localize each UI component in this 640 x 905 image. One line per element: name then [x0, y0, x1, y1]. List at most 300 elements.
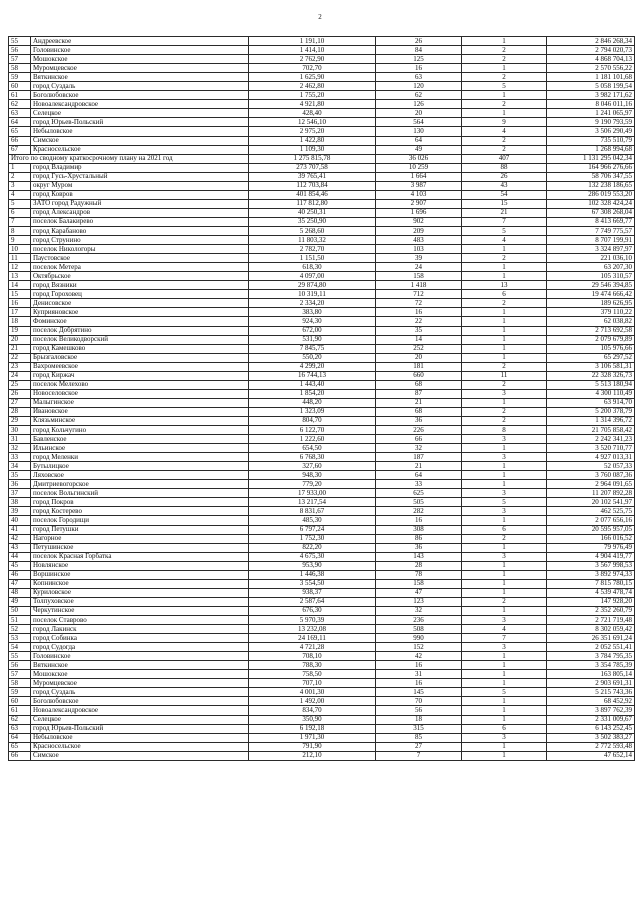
municipality-name: Боголюбовское	[31, 697, 249, 706]
row-number: 5	[9, 199, 31, 208]
area-value: 11 803,32	[249, 236, 376, 245]
houses-count: 1	[462, 697, 547, 706]
residents-count: 21	[376, 398, 462, 407]
municipality-name: Брызгаловское	[31, 353, 249, 362]
residents-count: 16	[376, 679, 462, 688]
table-row	[9, 172, 635, 181]
table-row	[9, 652, 635, 661]
table-row	[9, 326, 635, 335]
cost-value: 8 302 059,42	[547, 625, 635, 634]
table-row	[9, 181, 635, 190]
area-value: 1 752,30	[249, 534, 376, 543]
residents-count: 1 696	[376, 208, 462, 217]
cost-value: 3 106 581,31	[547, 362, 635, 371]
residents-count: 32	[376, 606, 462, 615]
table-row	[9, 100, 635, 109]
municipality-name: город Камешково	[31, 344, 249, 353]
page-number: 2	[318, 13, 322, 21]
residents-count: 308	[376, 525, 462, 534]
area-value: 1 222,60	[249, 435, 376, 444]
row-number: 34	[9, 462, 31, 471]
area-value: 1 151,50	[249, 254, 376, 263]
cost-value: 68 452,92	[547, 697, 635, 706]
residents-count: 64	[376, 136, 462, 145]
area-value: 758,50	[249, 670, 376, 679]
area-value: 7 845,75	[249, 344, 376, 353]
area-value: 350,90	[249, 715, 376, 724]
area-value: 4 299,20	[249, 362, 376, 371]
area-value: 39 765,41	[249, 172, 376, 181]
houses-count: 1	[462, 344, 547, 353]
table-row	[9, 109, 635, 118]
municipality-name: Денисовское	[31, 299, 249, 308]
municipality-name: Головинское	[31, 46, 249, 55]
residents-count: 236	[376, 616, 462, 625]
area-value: 1 971,30	[249, 733, 376, 742]
residents-count: 49	[376, 145, 462, 154]
table-section-after-total	[9, 163, 635, 760]
residents-count: 18	[376, 715, 462, 724]
table-row	[9, 679, 635, 688]
cost-value: 2 331 009,67	[547, 715, 635, 724]
table-row	[9, 661, 635, 670]
houses-count: 3	[462, 616, 547, 625]
municipality-name: Новлянское	[31, 561, 249, 570]
cost-value: 6 143 252,45	[547, 724, 635, 733]
municipality-name: город Карабаново	[31, 226, 249, 235]
area-value: 6 797,24	[249, 525, 376, 534]
municipality-name: Копнинское	[31, 579, 249, 588]
area-value: 1 492,00	[249, 697, 376, 706]
municipality-name: Воршинское	[31, 570, 249, 579]
row-number: 24	[9, 371, 31, 380]
municipality-name: Черкутинское	[31, 606, 249, 615]
municipality-name: Новоалександровское	[31, 706, 249, 715]
houses-count: 1	[462, 308, 547, 317]
cost-value: 3 982 171,62	[547, 91, 635, 100]
area-value: 448,20	[249, 398, 376, 407]
row-number: 6	[9, 208, 31, 217]
municipality-name: Новоселовское	[31, 389, 249, 398]
municipality-name: Ивановское	[31, 407, 249, 416]
area-value: 953,90	[249, 561, 376, 570]
area-value: 1 422,80	[249, 136, 376, 145]
table-row	[9, 579, 635, 588]
row-number: 12	[9, 263, 31, 272]
houses-count: 1	[462, 715, 547, 724]
cost-value: 65 297,52	[547, 353, 635, 362]
row-number: 64	[9, 733, 31, 742]
row-number: 45	[9, 561, 31, 570]
cost-value: 8 413 669,77	[547, 217, 635, 226]
houses-count: 21	[462, 208, 547, 217]
row-number: 48	[9, 588, 31, 597]
houses-count: 1	[462, 245, 547, 254]
row-number: 65	[9, 127, 31, 136]
residents-count: 16	[376, 308, 462, 317]
municipality-name: Красносельское	[31, 145, 249, 154]
area-value: 1 854,20	[249, 389, 376, 398]
houses-count: 2	[462, 145, 547, 154]
residents-count: 143	[376, 552, 462, 561]
residents-count: 86	[376, 534, 462, 543]
area-value: 676,30	[249, 606, 376, 615]
houses-count: 26	[462, 172, 547, 181]
houses-count: 3	[462, 643, 547, 652]
residents-count: 72	[376, 299, 462, 308]
cost-value: 5 200 378,79	[547, 407, 635, 416]
row-number: 42	[9, 534, 31, 543]
residents-count: 84	[376, 46, 462, 55]
houses-count: 4	[462, 236, 547, 245]
table-row	[9, 290, 635, 299]
cost-value: 2 846 268,34	[547, 37, 635, 46]
cost-value: 29 546 394,85	[547, 281, 635, 290]
residents-count: 20	[376, 353, 462, 362]
table-row	[9, 118, 635, 127]
houses-count: 6	[462, 525, 547, 534]
municipality-name: поселок Никологоры	[31, 245, 249, 254]
municipality-name: Мошокское	[31, 55, 249, 64]
area-value: 6 768,30	[249, 453, 376, 462]
area-value: 273 707,58	[249, 163, 376, 172]
table-row	[9, 733, 635, 742]
cost-value: 1 314 396,72	[547, 416, 635, 425]
houses-count: 15	[462, 199, 547, 208]
residents-count: 158	[376, 579, 462, 588]
area-value: 702,70	[249, 64, 376, 73]
area-value: 707,10	[249, 679, 376, 688]
area-value: 788,30	[249, 661, 376, 670]
table-row	[9, 236, 635, 245]
houses-count: 1	[462, 661, 547, 670]
residents-count: 226	[376, 426, 462, 435]
residents-count: 39	[376, 254, 462, 263]
houses-count: 5	[462, 82, 547, 91]
housing-repair-plan-table	[8, 36, 635, 761]
table-row	[9, 498, 635, 507]
houses-count: 6	[462, 724, 547, 733]
cost-value: 3 892 974,33	[547, 570, 635, 579]
municipality-name: город Вязники	[31, 281, 249, 290]
table-row	[9, 444, 635, 453]
table-row	[9, 534, 635, 543]
area-value: 428,40	[249, 109, 376, 118]
houses-count: 1	[462, 561, 547, 570]
cost-value: 5 058 199,54	[547, 82, 635, 91]
table-row	[9, 136, 635, 145]
area-value: 550,20	[249, 353, 376, 362]
cost-value: 735 510,79	[547, 136, 635, 145]
area-value: 2 334,20	[249, 299, 376, 308]
row-number: 29	[9, 416, 31, 425]
row-number: 20	[9, 335, 31, 344]
cost-value: 63 914,70	[547, 398, 635, 407]
residents-count: 47	[376, 588, 462, 597]
row-number: 63	[9, 109, 31, 118]
houses-count: 2	[462, 362, 547, 371]
residents-count: 64	[376, 471, 462, 480]
table-row	[9, 37, 635, 46]
row-number: 56	[9, 46, 31, 55]
municipality-name: город Суздаль	[31, 82, 249, 91]
residents-count: 36	[376, 543, 462, 552]
row-number: 21	[9, 344, 31, 353]
municipality-name: Бутылицкое	[31, 462, 249, 471]
municipality-name: поселок Великодворский	[31, 335, 249, 344]
table-row	[9, 199, 635, 208]
cost-value: 2 772 593,48	[547, 742, 635, 751]
area-value: 40 250,31	[249, 208, 376, 217]
municipality-name: Малыгинское	[31, 398, 249, 407]
municipality-name: Куриловское	[31, 588, 249, 597]
table-section-total	[9, 154, 635, 163]
houses-count: 2	[462, 407, 547, 416]
table-row	[9, 489, 635, 498]
area-value: 531,90	[249, 335, 376, 344]
row-number: 13	[9, 272, 31, 281]
houses-count: 1	[462, 670, 547, 679]
row-number: 57	[9, 670, 31, 679]
table-row	[9, 525, 635, 534]
municipality-name: поселок Добрятино	[31, 326, 249, 335]
cost-value: 163 805,14	[547, 670, 635, 679]
houses-count: 1	[462, 588, 547, 597]
residents-count: 70	[376, 697, 462, 706]
cost-value: 8 707 199,91	[547, 236, 635, 245]
residents-count: 42	[376, 652, 462, 661]
municipality-name: Ляховское	[31, 471, 249, 480]
area-value: 6 192,18	[249, 724, 376, 733]
cost-value: 3 354 785,39	[547, 661, 635, 670]
residents-count: 315	[376, 724, 462, 733]
residents-count: 505	[376, 498, 462, 507]
table-row	[9, 407, 635, 416]
residents-count: 990	[376, 634, 462, 643]
houses-count: 2	[462, 380, 547, 389]
municipality-name: округ Муром	[31, 181, 249, 190]
area-value: 708,10	[249, 652, 376, 661]
total-residents: 36 026	[376, 154, 462, 163]
cost-value: 1 241 065,97	[547, 109, 635, 118]
total-area: 1 275 815,78	[249, 154, 376, 163]
cost-value: 2 794 020,73	[547, 46, 635, 55]
table-row	[9, 670, 635, 679]
residents-count: 145	[376, 688, 462, 697]
area-value: 791,90	[249, 742, 376, 751]
houses-count: 7	[462, 634, 547, 643]
municipality-name: Небыловское	[31, 733, 249, 742]
cost-value: 2 079 679,89	[547, 335, 635, 344]
cost-value: 4 904 419,77	[547, 552, 635, 561]
municipality-name: город Юрьев-Польский	[31, 118, 249, 127]
residents-count: 35	[376, 326, 462, 335]
table-row	[9, 272, 635, 281]
residents-count: 32	[376, 444, 462, 453]
row-number: 4	[9, 190, 31, 199]
table-row	[9, 335, 635, 344]
residents-count: 123	[376, 597, 462, 606]
table-row	[9, 245, 635, 254]
residents-count: 120	[376, 82, 462, 91]
municipality-name: город Судогда	[31, 643, 249, 652]
residents-count: 66	[376, 435, 462, 444]
municipality-name: Симское	[31, 136, 249, 145]
row-number: 28	[9, 407, 31, 416]
cost-value: 47 652,14	[547, 751, 635, 760]
houses-count: 6	[462, 290, 547, 299]
area-value: 2 762,90	[249, 55, 376, 64]
houses-count: 1	[462, 335, 547, 344]
residents-count: 103	[376, 245, 462, 254]
table-row	[9, 73, 635, 82]
area-value: 2 587,64	[249, 597, 376, 606]
row-number: 23	[9, 362, 31, 371]
table-row	[9, 426, 635, 435]
municipality-name: город Меленки	[31, 453, 249, 462]
municipality-name: поселок Балакирево	[31, 217, 249, 226]
houses-count: 3	[462, 733, 547, 742]
area-value: 4 921,80	[249, 100, 376, 109]
cost-value: 164 966 276,66	[547, 163, 635, 172]
municipality-name: ЗАТО город Радужный	[31, 199, 249, 208]
table-section-before-total	[9, 37, 635, 155]
table-row	[9, 208, 635, 217]
houses-count: 1	[462, 326, 547, 335]
area-value: 4 721,28	[249, 643, 376, 652]
residents-count: 209	[376, 226, 462, 235]
houses-count: 2	[462, 597, 547, 606]
area-value: 13 232,08	[249, 625, 376, 634]
houses-count: 1	[462, 353, 547, 362]
area-value: 948,30	[249, 471, 376, 480]
residents-count: 22	[376, 317, 462, 326]
table-row	[9, 634, 635, 643]
row-number: 3	[9, 181, 31, 190]
houses-count: 88	[462, 163, 547, 172]
cost-value: 2 052 551,41	[547, 643, 635, 652]
houses-count: 1	[462, 516, 547, 525]
row-number: 63	[9, 724, 31, 733]
residents-count: 36	[376, 416, 462, 425]
area-value: 212,10	[249, 751, 376, 760]
area-value: 35 250,90	[249, 217, 376, 226]
houses-count: 2	[462, 55, 547, 64]
table-row	[9, 91, 635, 100]
municipality-name: Куприяновское	[31, 308, 249, 317]
residents-count: 14	[376, 335, 462, 344]
row-number: 60	[9, 82, 31, 91]
total-houses: 407	[462, 154, 547, 163]
municipality-name: поселок Красная Горбатка	[31, 552, 249, 561]
residents-count: 16	[376, 64, 462, 73]
residents-count: 33	[376, 480, 462, 489]
row-number: 8	[9, 226, 31, 235]
cost-value: 26 351 691,24	[547, 634, 635, 643]
residents-count: 2 907	[376, 199, 462, 208]
table-row	[9, 543, 635, 552]
houses-count: 11	[462, 371, 547, 380]
municipality-name: Петушинское	[31, 543, 249, 552]
table-row	[9, 362, 635, 371]
table-row	[9, 706, 635, 715]
houses-count: 1	[462, 37, 547, 46]
municipality-name: Боголюбовское	[31, 91, 249, 100]
row-number: 64	[9, 118, 31, 127]
houses-count: 2	[462, 136, 547, 145]
row-number: 66	[9, 751, 31, 760]
cost-value: 2 242 341,23	[547, 435, 635, 444]
row-number: 18	[9, 317, 31, 326]
area-value: 1 191,10	[249, 37, 376, 46]
municipality-name: Красносельское	[31, 742, 249, 751]
houses-count: 2	[462, 534, 547, 543]
cost-value: 5 513 180,94	[547, 380, 635, 389]
area-value: 5 268,60	[249, 226, 376, 235]
residents-count: 85	[376, 733, 462, 742]
cost-value: 58 706 347,55	[547, 172, 635, 181]
row-number: 30	[9, 426, 31, 435]
area-value: 13 217,54	[249, 498, 376, 507]
residents-count: 126	[376, 100, 462, 109]
houses-count: 1	[462, 742, 547, 751]
municipality-name: Бавленское	[31, 435, 249, 444]
row-number: 25	[9, 380, 31, 389]
municipality-name: Мошокское	[31, 670, 249, 679]
residents-count: 181	[376, 362, 462, 371]
area-value: 822,20	[249, 543, 376, 552]
row-number: 11	[9, 254, 31, 263]
table-row	[9, 190, 635, 199]
row-number: 55	[9, 37, 31, 46]
row-number: 27	[9, 398, 31, 407]
row-number: 65	[9, 742, 31, 751]
cost-value: 2 903 691,31	[547, 679, 635, 688]
area-value: 24 169,11	[249, 634, 376, 643]
row-number: 50	[9, 606, 31, 615]
municipality-name: город Суздаль	[31, 688, 249, 697]
table-row	[9, 480, 635, 489]
cost-value: 2 713 692,58	[547, 326, 635, 335]
row-number: 67	[9, 145, 31, 154]
area-value: 1 443,40	[249, 380, 376, 389]
cost-value: 166 016,52	[547, 534, 635, 543]
table-row	[9, 55, 635, 64]
table-row	[9, 398, 635, 407]
row-number: 61	[9, 91, 31, 100]
cost-value: 11 207 892,28	[547, 489, 635, 498]
residents-count: 31	[376, 670, 462, 679]
municipality-name: город Гороховец	[31, 290, 249, 299]
houses-count: 1	[462, 64, 547, 73]
cost-value: 105 976,66	[547, 344, 635, 353]
cost-value: 189 626,95	[547, 299, 635, 308]
table-row	[9, 226, 635, 235]
residents-count: 125	[376, 55, 462, 64]
cost-value: 19 474 666,42	[547, 290, 635, 299]
row-number: 37	[9, 489, 31, 498]
table-row	[9, 606, 635, 615]
cost-value: 3 567 998,53	[547, 561, 635, 570]
area-value: 327,60	[249, 462, 376, 471]
table-row	[9, 471, 635, 480]
area-value: 2 975,20	[249, 127, 376, 136]
cost-value: 7 815 780,15	[547, 579, 635, 588]
cost-value: 9 190 793,59	[547, 118, 635, 127]
table-row	[9, 46, 635, 55]
total-cost: 1 131 295 042,34	[547, 154, 635, 163]
table-row	[9, 317, 635, 326]
